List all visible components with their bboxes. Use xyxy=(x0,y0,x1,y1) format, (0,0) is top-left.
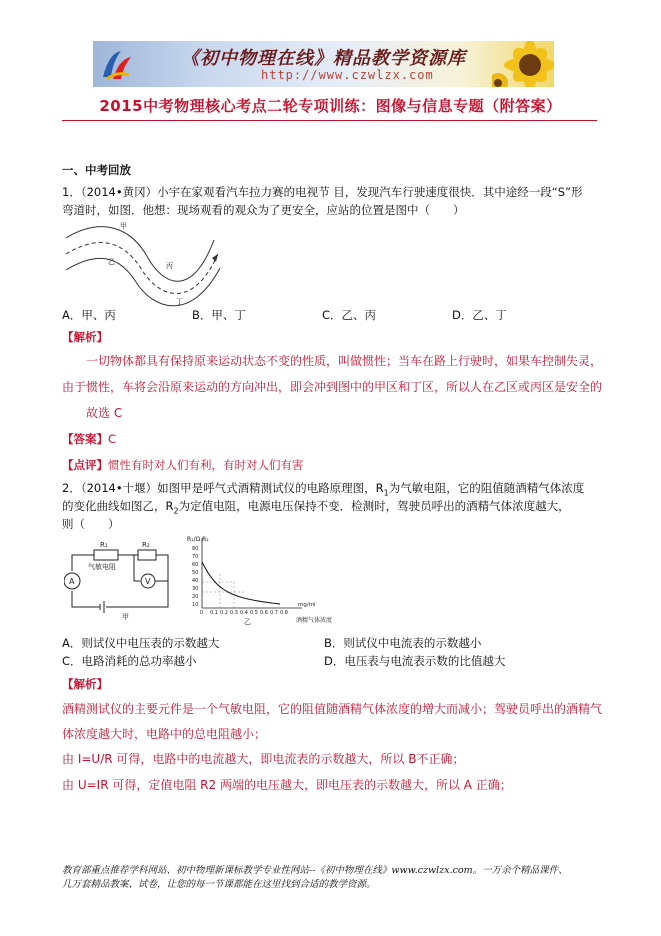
graph-ytick: 80 xyxy=(192,546,199,552)
q2-analysis-line3: 由 I=U/R 可得，电路中的电流越大，即电流表的示数越大，所以 B不正确； xyxy=(62,752,465,766)
q1-analysis-line3: 故选 C xyxy=(86,406,123,420)
graph-ytick: 40 xyxy=(192,578,199,584)
graph-xtick: 0.6 xyxy=(260,610,268,616)
section-heading: 一、中考回放 xyxy=(62,163,131,177)
q2-line1-text-b: 为气敏电阻，它的阻值随酒精气体浓度 xyxy=(388,481,585,495)
document-title: 2015中考物理核心考点二轮专项训练：图像与信息专题（附答案） xyxy=(99,97,562,115)
footer-line1: 教育部重点推荐学科网站、初中物理新课标教学专业性网站--《初中物理在线》www.czwlzx.com。一万余个精品课件、 xyxy=(62,865,568,876)
q2-option-c: C．电路消耗的总功率越小 xyxy=(62,654,197,668)
graph-ytick: 30 xyxy=(192,586,199,592)
title-divider xyxy=(62,120,597,121)
circuit-ammeter-label: A xyxy=(69,577,75,586)
q2-option-d: D．电压表与电流表示数的比值越大 xyxy=(324,654,506,668)
graph-xtick: 0.7 xyxy=(270,610,278,616)
figure-label-jia: 甲 xyxy=(120,222,127,230)
q2-option-a: A．则试仪中电压表的示数越大 xyxy=(62,636,220,650)
q1-answer-value: C xyxy=(108,432,117,446)
graph-xtick: 0 xyxy=(200,610,204,616)
graph-ylabel: R₁/Ω R₂ xyxy=(187,536,209,543)
graph-xtick: 0.2 xyxy=(220,610,228,616)
q2-option-b: B．则试仪中电流表的示数越小 xyxy=(324,636,482,650)
circuit-caption: 甲 xyxy=(122,613,129,621)
page-footer xyxy=(62,864,622,892)
q2-analysis-label: 【解析】 xyxy=(62,677,108,691)
q1-option-c: C．乙、丙 xyxy=(322,308,377,322)
q1-option-b: B．甲、丁 xyxy=(192,308,246,322)
q2-analysis-line1: 酒精测试仪的主要元件是一个气敏电阻，它的阻值随酒精气体浓度的增大而减小；驾驶员呼出的酒精气 xyxy=(62,702,603,716)
s-curve-road-figure xyxy=(62,220,222,310)
figure-label-ding: 丁 xyxy=(176,298,183,306)
circuit-r1-label: R₁ xyxy=(100,541,108,549)
q2-stem-line1 xyxy=(62,481,584,500)
q1-analysis-line1: 一切物体都具有保持原来运动状态不变的性质，叫做惯性；当车在路上行驶时，如果车控制失灵， xyxy=(86,354,603,368)
circuit-voltmeter-label: V xyxy=(145,577,151,586)
graph-ytick: 60 xyxy=(192,562,199,568)
graph-ytick: 50 xyxy=(192,570,199,576)
graph-xtick: 0.3 xyxy=(230,610,238,616)
header-banner xyxy=(93,41,554,87)
graph-xtick: 0.5 xyxy=(250,610,258,616)
q1-stem-line2: 弯道时，如图．他想：现场观看的观众为了更安全，应站的位置是图中（ ） xyxy=(62,203,465,217)
footer-line2: 几万套精品教案、试卷，让您的每一节课都能在这里找到合适的教学资源。 xyxy=(62,879,376,890)
graph-xtick: 0.4 xyxy=(240,610,248,616)
site-logo-icon xyxy=(99,45,135,83)
q1-answer xyxy=(62,432,116,447)
circuit-r2-label: R₂ xyxy=(142,541,150,549)
q2-line2-text-a: 的变化曲线如图乙，R xyxy=(62,499,174,513)
graph-xtick: 0.1 xyxy=(210,610,218,616)
graph-xtick: 0.8 xyxy=(280,610,288,616)
resistance-concentration-graph xyxy=(184,534,334,628)
q1-answer-label: 【答案】 xyxy=(62,432,108,446)
q2-line2-text-b: 为定值电阻，电源电压保持不变．检测时，驾驶员呼出的酒精气体浓度越大， xyxy=(178,499,570,513)
graph-ytick: 70 xyxy=(192,554,199,560)
q2-analysis-line2: 体浓度越大时，电路中的总电阻越小； xyxy=(62,727,267,741)
graph-ytick: 20 xyxy=(192,594,199,600)
circuit-diagram-figure xyxy=(64,537,179,622)
q2-line1-subscript: 1 xyxy=(383,488,389,498)
graph-ytick: 10 xyxy=(192,602,199,608)
banner-url: http://www.czwlzx.com xyxy=(261,68,434,82)
q1-option-d: D．乙、丁 xyxy=(452,308,507,322)
q1-comment xyxy=(62,458,304,473)
figure-label-bing: 丙 xyxy=(166,262,173,270)
q2-stem-line2 xyxy=(62,499,570,518)
q2-analysis-line4: 由 U=IR 可得，定值电阻 R2 两端的电压越大，即电压表的示数越大，所以 A 正确； xyxy=(62,778,512,792)
banner-title: 《初中物理在线》精品教学资源库 xyxy=(181,48,466,69)
q1-comment-label: 【点评】 xyxy=(62,458,108,472)
q1-analysis-line2: 由于惯性，车将会沿原来运动的方向冲出，即会冲到图中的甲区和丁区，所以人在乙区或丙区是安全的 xyxy=(62,380,603,394)
graph-unit: mg/ml xyxy=(298,602,316,608)
q2-line2-subscript: 2 xyxy=(173,506,179,516)
q2-line1-text-a: 2．（2014•十堰）如图甲是呼气式酒精测试仪的电路原理图，R xyxy=(62,481,384,495)
q1-analysis-label: 【解析】 xyxy=(62,330,108,344)
q1-stem-line1: 1．（2014•黄冈）小宇在家观看汽车拉力赛的电视节 目，发现汽车行驶速度很快．其中途经一段“S”形 xyxy=(62,185,583,199)
figure-label-yi: 乙 xyxy=(108,258,115,266)
sunflower-icon xyxy=(492,41,554,87)
graph-xlabel: 酒精气体浓度 xyxy=(296,617,333,624)
graph-caption: 乙 xyxy=(244,618,251,626)
q1-comment-text: 惯性有时对人们有利，有时对人们有害 xyxy=(108,458,304,472)
q2-stem-line3: 则（ ） xyxy=(62,517,120,531)
circuit-sensor-label: 气敏电阻 xyxy=(88,563,116,571)
q1-option-a: A．甲、丙 xyxy=(62,308,116,322)
